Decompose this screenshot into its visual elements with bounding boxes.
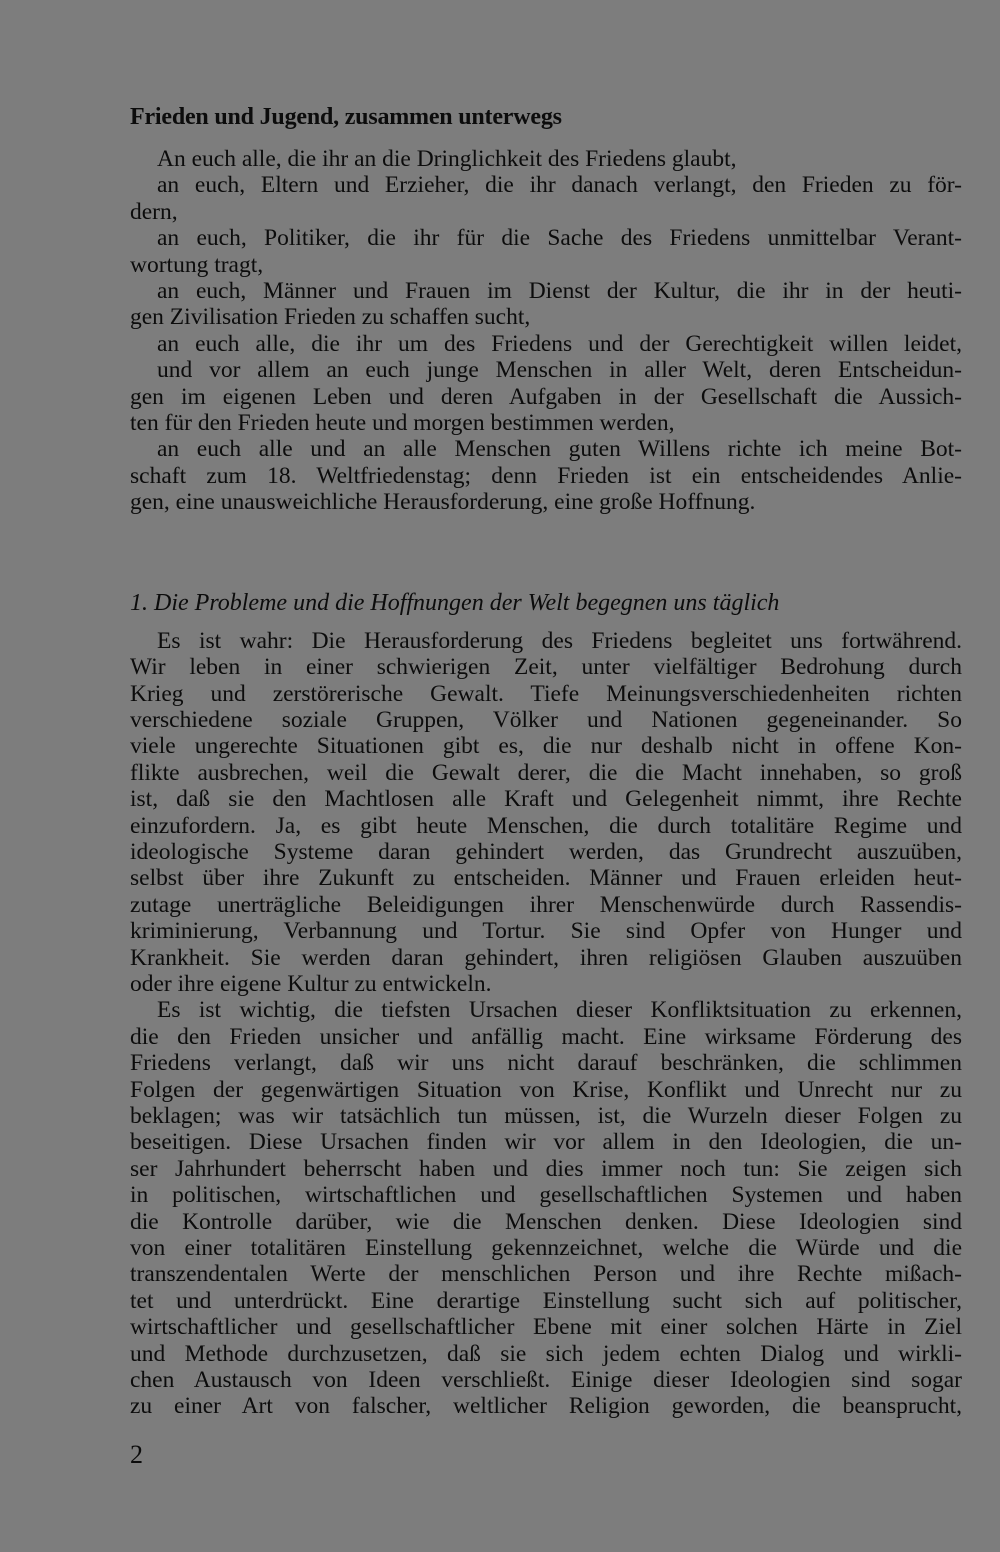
text-line: oder ihre eigene Kultur zu entwickeln. <box>130 970 492 997</box>
text-line: An euch alle, die ihr an die Dringlichkeit des Friedens glaubt, <box>157 146 737 172</box>
text-line: die Kontrolle darüber, wie die Menschen denken. Diese Ideologien sind <box>130 1208 962 1235</box>
text-line: beklagen; was wir tatsächlich tun müssen, ist, die Wurzeln dieser Folgen zu <box>130 1103 962 1129</box>
text-line: zu einer Art von falscher, weltlicher Religion geworden, die beansprucht, <box>130 1393 962 1420</box>
page-number: 2 <box>130 1440 143 1469</box>
text-line: transzendentalen Werte der menschlichen Person und ihre Rechte mißach- <box>130 1261 962 1288</box>
text-line: gen Zivilisation Frieden zu schaffen sucht, <box>130 304 531 331</box>
text-line: schaft zum 18. Weltfriedenstag; denn Frieden ist ein entscheidendes Anlie- <box>130 462 962 489</box>
text-line: und vor allem an euch junge Menschen in aller Welt, deren Entscheidun- <box>157 357 962 384</box>
text-line: viele ungerechte Situationen gibt es, die nur deshalb nicht in offene Kon- <box>130 733 962 760</box>
text-line: an euch alle, die ihr um des Friedens und der Gerechtigkeit willen leidet, <box>157 330 962 357</box>
text-line: Es ist wichtig, die tiefsten Ursachen dieser Konfliktsituation zu erkennen, <box>157 997 962 1024</box>
text-line: Wir leben in einer schwierigen Zeit, unter vielfältiger Bedrohung durch <box>130 654 962 681</box>
text-line: einzufordern. Ja, es gibt heute Menschen, die durch totalitäre Regime und <box>130 812 962 839</box>
text-line: Friedens verlangt, daß wir uns nicht darauf beschränken, die schlimmen <box>130 1050 962 1077</box>
text-line: gen im eigenen Leben und deren Aufgaben in der Gesellschaft die Aussich- <box>130 383 962 410</box>
text-line: wortung tragt, <box>130 251 264 278</box>
section-body <box>130 628 962 1420</box>
text-line: kriminierung, Verbannung und Tortur. Sie sind Opfer von Hunger und <box>130 918 962 945</box>
text-line: Krankheit. Sie werden daran gehindert, ihren religiösen Glauben auszuüben <box>130 944 962 971</box>
text-line: an euch, Eltern und Erzieher, die ihr danach verlangt, den Frieden zu för- <box>157 172 962 199</box>
text-line: flikte ausbrechen, weil die Gewalt derer, die die Macht innehaben, so groß <box>130 759 962 786</box>
document-heading: Frieden und Jugend, zusammen unterwegs <box>130 104 562 130</box>
text-line: zutage unerträgliche Beleidigungen ihrer Menschenwürde durch Rassendis- <box>130 891 962 918</box>
text-line: Folgen der gegenwärtigen Situation von Krise, Konflikt und Unrecht nur zu <box>130 1076 962 1103</box>
text-line: beseitigen. Diese Ursachen finden wir vor allem in den Ideologien, die un- <box>130 1129 962 1156</box>
text-line: wirtschaftlicher und gesellschaftlicher Ebene mit einer solchen Härte in Ziel <box>130 1314 962 1341</box>
text-line: Es ist wahr: Die Herausforderung des Friedens begleitet uns fortwährend. <box>157 627 962 654</box>
text-line: in politischen, wirtschaftlichen und gesellschaftlichen Systemen und haben <box>130 1182 962 1209</box>
text-line: verschiedene soziale Gruppen, Völker und Nationen gegeneinander. So <box>130 706 962 733</box>
text-line: von einer totalitären Einstellung gekennzeichnet, welche die Würde und die <box>130 1235 962 1262</box>
document-page <box>130 102 962 1420</box>
text-line: an euch alle und an alle Menschen guten Willens richte ich meine Bot- <box>157 436 962 463</box>
text-line: tet und unterdrückt. Eine derartige Einstellung sucht sich auf politischer, <box>130 1287 962 1314</box>
text-line: ser Jahrhundert beherrscht haben und dies immer noch tun: Sie zeigen sich <box>130 1155 962 1182</box>
text-line: gen, eine unausweichliche Herausforderung, eine große Hoffnung. <box>130 489 756 516</box>
text-line: selbst über ihre Zukunft zu entscheiden. Männer und Frauen erleiden heut- <box>130 865 962 892</box>
text-line: an euch, Politiker, die ihr für die Sache des Friedens unmittelbar Verant- <box>157 225 962 252</box>
text-line: Krieg und zerstörerische Gewalt. Tiefe Meinungsverschiedenheiten richten <box>130 680 962 707</box>
text-line: dern, <box>130 198 178 225</box>
text-line: die den Frieden unsicher und anfällig macht. Eine wirksame Förderung des <box>130 1023 962 1050</box>
text-line: chen Austausch von Ideen verschließt. Einige dieser Ideologien sind sogar <box>130 1367 962 1394</box>
intro-paragraph <box>130 146 962 516</box>
text-line: ideologische Systeme daran gehindert werden, das Grundrecht auszuüben, <box>130 838 962 865</box>
text-line: ten für den Frieden heute und morgen bestimmen werden, <box>130 410 675 437</box>
text-line: und Methode durchzusetzen, daß sie sich jedem echten Dialog und wirkli- <box>130 1340 962 1367</box>
section-heading: 1. Die Probleme und die Hoffnungen der Welt begegnen uns täglich <box>130 589 780 616</box>
text-line: ist, daß sie den Machtlosen alle Kraft und Gelegenheit nimmt, ihre Rechte <box>130 786 962 813</box>
text-line: an euch, Männer und Frauen im Dienst der Kultur, die ihr in der heuti- <box>157 278 962 305</box>
